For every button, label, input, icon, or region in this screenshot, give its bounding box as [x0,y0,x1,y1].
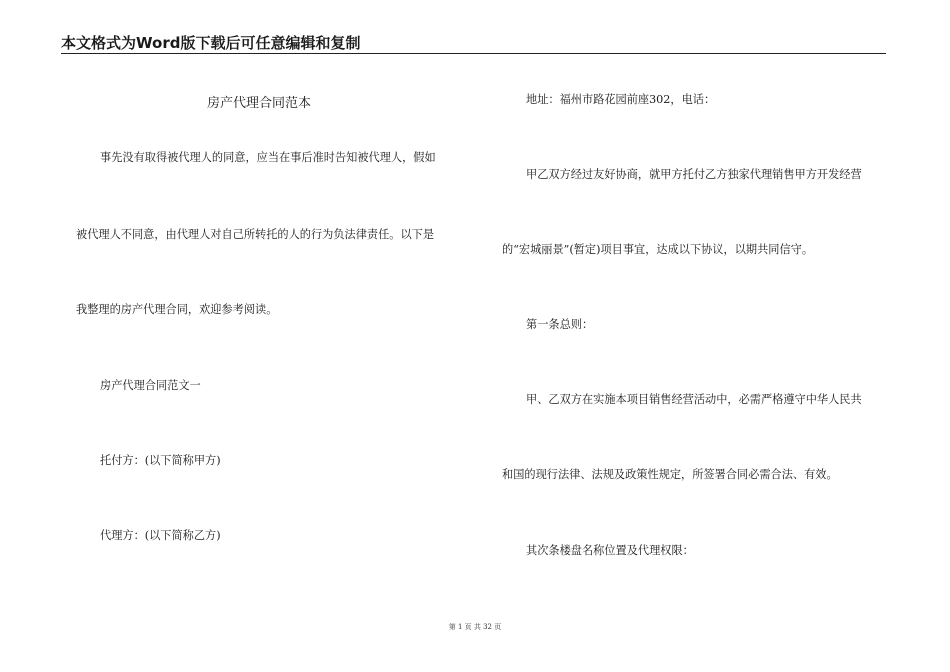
article-one-heading: 第一条总则： [526,318,594,331]
left-paragraph-line: 事先没有取得被代理人的同意，应当在事后准时告知被代理人，假如 [100,151,436,164]
agent-party-line: 代理方：(以下简称乙方) [100,529,221,542]
page-number: 第 1 页 共 32 页 [448,623,502,631]
left-paragraph-line: 我整理的房产代理合同，欢迎参考阅读。 [76,303,278,316]
right-paragraph-line: 和国的现行法律、法规及政策性规定，所签署合同必需合法、有效。 [502,468,838,481]
contract-title: 房产代理合同范本 [207,96,312,111]
header-divider [61,53,886,54]
principal-party-line: 托付方：(以下简称甲方) [100,454,221,467]
article-two-heading: 其次条楼盘名称位置及代理权限： [526,544,694,557]
right-paragraph-line: 甲、乙双方在实施本项目销售经营活动中，必需严格遵守中华人民共 [526,393,862,406]
left-paragraph-line: 被代理人不同意，由代理人对自己所转托的人的行为负法律责任。以下是 [76,228,435,241]
right-paragraph-line: 甲乙双方经过友好协商，就甲方托付乙方独家代理销售甲方开发经营 [526,168,862,181]
address-line: 地址：福州市路花园前座302，电话： [526,93,716,106]
section-heading-sample-one: 房产代理合同范文一 [100,379,201,392]
document-header-title: 本文格式为Word版下载后可任意编辑和复制 [61,34,361,52]
right-paragraph-line: 的“宏城丽景”(暂定)项目事宜，达成以下协议，以期共同信守。 [502,243,814,256]
